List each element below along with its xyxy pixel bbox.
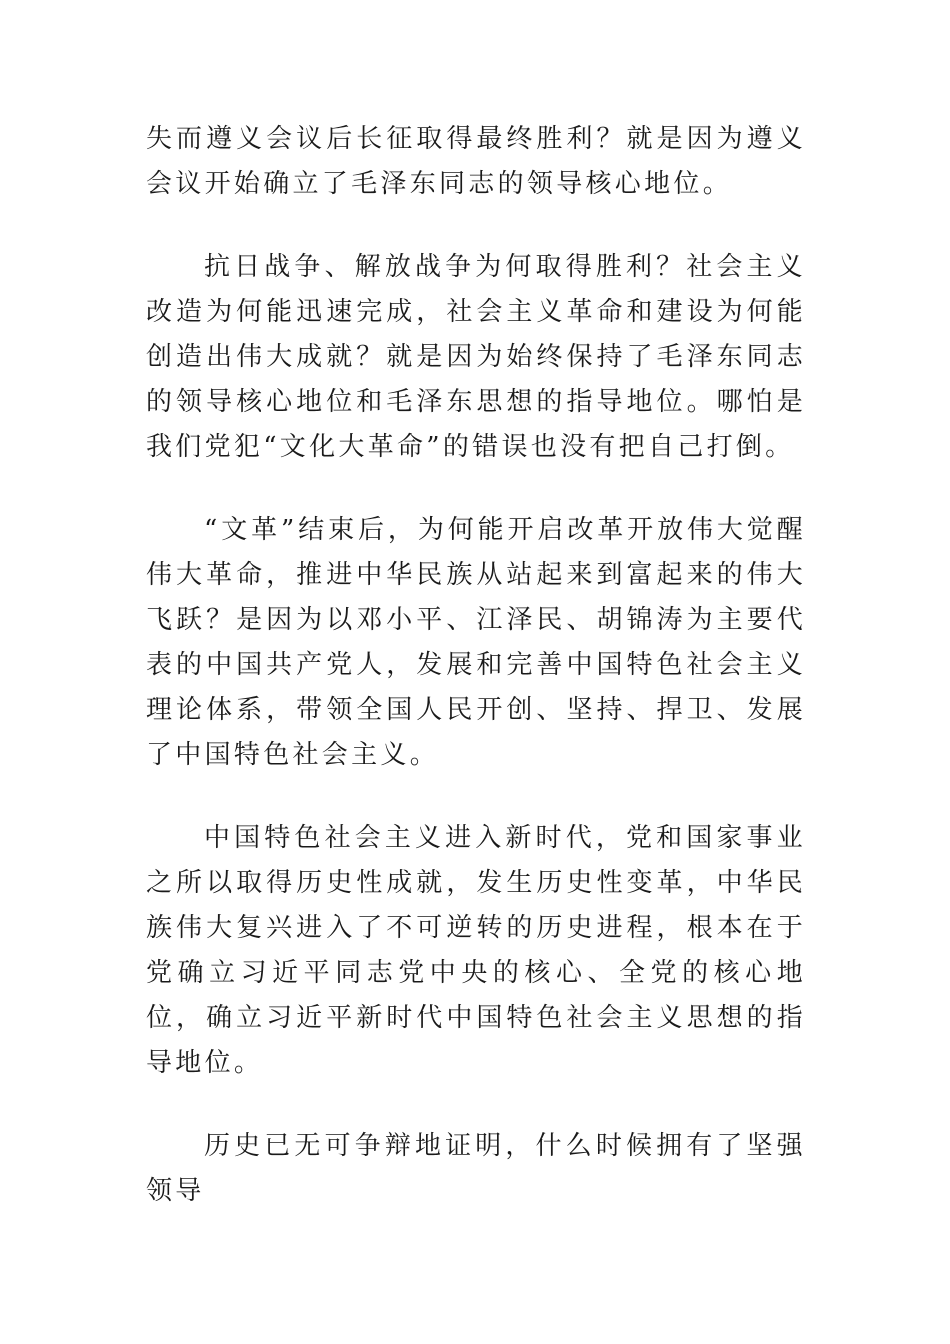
paragraph-5: 历史已无可争辩地证明，什么时候拥有了坚强领导	[146, 1131, 806, 1206]
paragraph-4: 中国特色社会主义进入新时代，党和国家事业之所以取得历史性成就，发生历史性变革，中华民族伟大复兴进入了不可逆转的历史进程，根本在于党确立习近平同志党中央的核心、全党的核心地位，确立习近平新时代中国特色社会主义思想的指导地位。	[146, 823, 806, 1078]
paragraph-1: 失而遵义会议后长征取得最终胜利？就是因为遵义会议开始确立了毛泽东同志的领导核心地位。	[146, 124, 806, 199]
paragraph-3: “文革”结束后，为何能开启改革开放伟大觉醒伟大革命，推进中华民族从站起来到富起来的伟大飞跃？是因为以邓小平、江泽民、胡锦涛为主要代表的中国共产党人，发展和完善中国特色社会主义理论体系，带领全国人民开创、坚持、捍卫、发展了中国特色社会主义。	[146, 515, 806, 770]
document-page	[146, 117, 806, 1252]
paragraph-2: 抗日战争、解放战争为何取得胜利？社会主义改造为何能迅速完成，社会主义革命和建设为何能创造出伟大成就？就是因为始终保持了毛泽东同志的领导核心地位和毛泽东思想的指导地位。哪怕是我们党犯“文化大革命”的错误也没有把自己打倒。	[146, 252, 806, 462]
